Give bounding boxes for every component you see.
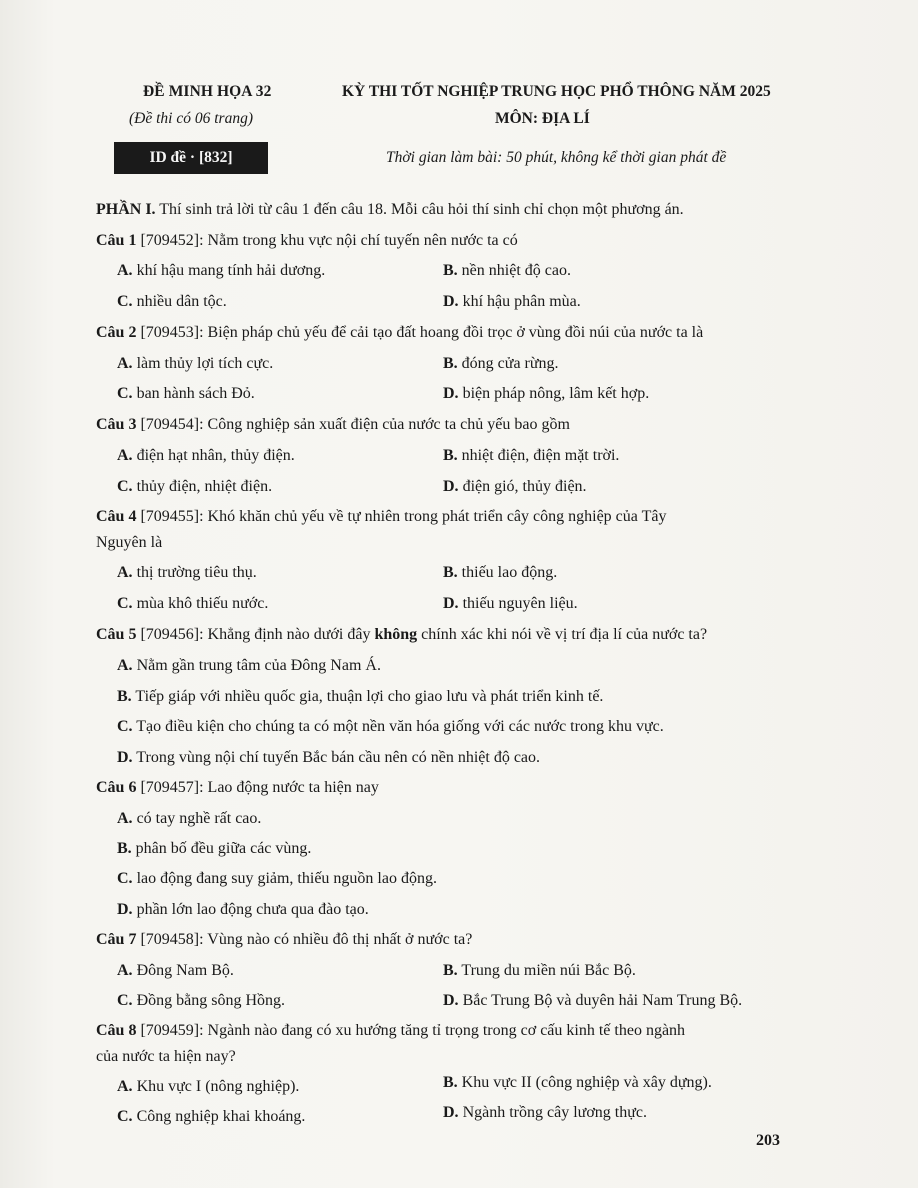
option-text: Nằm gần trung tâm của Đông Nam Á. (132, 657, 381, 674)
option-key: B. (117, 840, 132, 857)
option-key: C. (117, 595, 133, 612)
option-text: Khu vực I (nông nghiệp). (132, 1078, 300, 1095)
option-text: Đông Nam Bộ. (132, 962, 234, 979)
option-text: Trung du miền núi Bắc Bộ. (457, 962, 636, 979)
question-8 (96, 1022, 685, 1040)
question-label: Câu 6 (96, 779, 137, 796)
option-key: C. (117, 385, 133, 402)
option-key: D. (117, 901, 133, 918)
option-c (117, 293, 227, 311)
option-d (117, 749, 540, 767)
question-2 (96, 324, 703, 342)
option-key: C. (117, 870, 133, 887)
option-d (117, 901, 369, 919)
option-c (117, 992, 285, 1010)
option-d (443, 595, 578, 613)
option-key: B. (443, 564, 458, 581)
part-label: PHẦN I. (96, 201, 156, 218)
question-id: [709457] (140, 779, 200, 796)
option-text: thiếu nguyên liệu. (458, 595, 578, 612)
option-text: Tạo điều kiện cho chúng ta có một nền văn hóa giống với các nước trong khu vực. (132, 718, 664, 735)
option-a (117, 962, 234, 980)
question-1 (96, 232, 518, 250)
option-b (443, 447, 619, 465)
pages-note: (Đề thi có 06 trang) (129, 110, 253, 127)
option-key: A. (117, 564, 133, 581)
option-key: C. (117, 992, 133, 1009)
option-key: B. (443, 355, 458, 372)
option-key: C. (117, 478, 133, 495)
option-text: phân bố đều giữa các vùng. (131, 840, 312, 857)
option-key: A. (117, 962, 133, 979)
option-text: Khu vực II (công nghiệp và xây dựng). (457, 1074, 712, 1091)
option-d (443, 293, 581, 311)
question-label: Câu 5 (96, 626, 137, 643)
option-d (443, 478, 587, 496)
option-text: làm thủy lợi tích cực. (132, 355, 274, 372)
question-id: [709456] (140, 626, 200, 643)
option-c (117, 718, 664, 736)
question-3 (96, 416, 570, 434)
option-key: D. (443, 992, 459, 1009)
option-text: mùa khô thiếu nước. (132, 595, 269, 612)
question-text: : Công nghiệp sản xuất điện của nước ta chủ yếu bao gồm (199, 416, 570, 433)
option-text: Trong vùng nội chí tuyến Bắc bán cầu nên có nền nhiệt độ cao. (132, 749, 541, 766)
option-key: D. (443, 385, 459, 402)
question-text: : Biện pháp chủ yếu để cải tạo đất hoang đồi trọc ở vùng đồi núi của nước ta là (199, 324, 704, 341)
part-text: Thí sinh trả lời từ câu 1 đến câu 18. Mỗi câu hỏi thí sinh chỉ chọn một phương án. (155, 201, 684, 218)
option-text: nền nhiệt độ cao. (457, 262, 571, 279)
option-text: biện pháp nông, lâm kết hợp. (458, 385, 650, 402)
option-key: B. (443, 962, 458, 979)
option-text: thiếu lao động. (457, 564, 558, 581)
option-text: Công nghiệp khai khoáng. (132, 1108, 306, 1125)
option-c (117, 385, 255, 403)
option-text: Ngành trồng cây lương thực. (458, 1104, 647, 1121)
option-text: thủy điện, nhiệt điện. (132, 478, 273, 495)
exam-subject: MÔN: ĐỊA LÍ (495, 110, 590, 127)
question-6 (96, 779, 379, 797)
option-a (117, 447, 295, 465)
question-5 (96, 626, 707, 644)
option-key: C. (117, 718, 133, 735)
question-emphasis: không (374, 626, 418, 643)
option-c (117, 870, 437, 888)
option-key: D. (443, 595, 459, 612)
option-b (443, 564, 557, 582)
option-text: đóng cửa rừng. (457, 355, 559, 372)
option-key: B. (443, 447, 458, 464)
question-7 (96, 931, 472, 949)
option-b (117, 688, 603, 706)
option-key: A. (117, 262, 133, 279)
option-a (117, 1078, 299, 1096)
option-a (117, 657, 381, 675)
question-text: : Vùng nào có nhiều đô thị nhất ở nước ta? (199, 931, 473, 948)
option-text: thị trường tiêu thụ. (132, 564, 257, 581)
option-b (443, 262, 571, 280)
option-d (443, 385, 649, 403)
question-id: [709452] (140, 232, 200, 249)
question-label: Câu 8 (96, 1022, 137, 1039)
option-key: D. (443, 293, 459, 310)
option-text: phần lớn lao động chưa qua đào tạo. (132, 901, 369, 918)
option-key: A. (117, 810, 133, 827)
option-text: điện gió, thủy điện. (458, 478, 587, 495)
question-id: [709455] (140, 508, 200, 525)
option-text: Bắc Trung Bộ và duyên hải Nam Trung Bộ. (458, 992, 743, 1009)
option-d (443, 992, 742, 1010)
option-key: A. (117, 1078, 133, 1095)
option-text: điện hạt nhân, thủy điện. (132, 447, 295, 464)
question-label: Câu 2 (96, 324, 137, 341)
question-text: : Nằm trong khu vực nội chí tuyến nên nước ta có (199, 232, 518, 249)
option-a (117, 810, 261, 828)
question-id: [709458] (140, 931, 200, 948)
question-label: Câu 1 (96, 232, 137, 249)
page-number: 203 (756, 1132, 780, 1149)
option-text: Tiếp giáp với nhiều quốc gia, thuận lợi cho giao lưu và phát triển kinh tế. (131, 688, 604, 705)
question-text: : Ngành nào đang có xu hướng tăng tỉ trọng trong cơ cấu kinh tế theo ngành (199, 1022, 686, 1039)
exam-id-badge: ID đề · [832] (114, 142, 268, 174)
option-b (443, 962, 636, 980)
exam-code: ĐỀ MINH HỌA 32 (143, 83, 272, 100)
part-heading (96, 201, 684, 219)
option-key: A. (117, 355, 133, 372)
option-text: lao động đang suy giảm, thiếu nguồn lao động. (132, 870, 437, 887)
option-b (443, 1074, 712, 1092)
option-key: A. (117, 447, 133, 464)
question-4 (96, 508, 666, 526)
question-text: : Khó khăn chủ yếu về tự nhiên trong phát triển cây công nghiệp của Tây (199, 508, 667, 525)
option-c (117, 1108, 305, 1126)
option-key: B. (443, 262, 458, 279)
question-text: : Lao động nước ta hiện nay (199, 779, 379, 796)
question-text-continued: của nước ta hiện nay? (96, 1048, 236, 1065)
option-a (117, 262, 325, 280)
question-id: [709454] (140, 416, 200, 433)
option-d (443, 1104, 647, 1122)
option-c (117, 478, 272, 496)
question-id: [709459] (140, 1022, 200, 1039)
option-key: D. (117, 749, 133, 766)
time-note: Thời gian làm bài: 50 phút, không kể thời gian phát đề (386, 149, 727, 166)
option-text: nhiệt điện, điện mặt trời. (457, 447, 620, 464)
question-text-continued: Nguyên là (96, 534, 163, 551)
option-text: khí hậu phân mùa. (458, 293, 581, 310)
question-label: Câu 3 (96, 416, 137, 433)
option-text: có tay nghề rất cao. (132, 810, 262, 827)
option-text: Đồng bằng sông Hồng. (132, 992, 285, 1009)
option-key: D. (443, 478, 459, 495)
option-a (117, 564, 257, 582)
option-key: A. (117, 657, 133, 674)
option-key: B. (443, 1074, 458, 1091)
option-key: C. (117, 293, 133, 310)
option-text: nhiều dân tộc. (132, 293, 227, 310)
option-key: B. (117, 688, 132, 705)
question-label: Câu 7 (96, 931, 137, 948)
question-text-end: chính xác khi nói về vị trí địa lí của nước ta? (417, 626, 708, 643)
question-id: [709453] (140, 324, 200, 341)
question-text: : Khẳng định nào dưới đây (199, 626, 375, 643)
option-key: D. (443, 1104, 459, 1121)
option-c (117, 595, 268, 613)
option-b (117, 840, 311, 858)
option-text: ban hành sách Đỏ. (132, 385, 255, 402)
option-text: khí hậu mang tính hải dương. (132, 262, 326, 279)
exam-title: KỲ THI TỐT NGHIỆP TRUNG HỌC PHỔ THÔNG NĂM 2025 (342, 83, 771, 100)
option-key: C. (117, 1108, 133, 1125)
question-label: Câu 4 (96, 508, 137, 525)
option-a (117, 355, 273, 373)
option-b (443, 355, 559, 373)
